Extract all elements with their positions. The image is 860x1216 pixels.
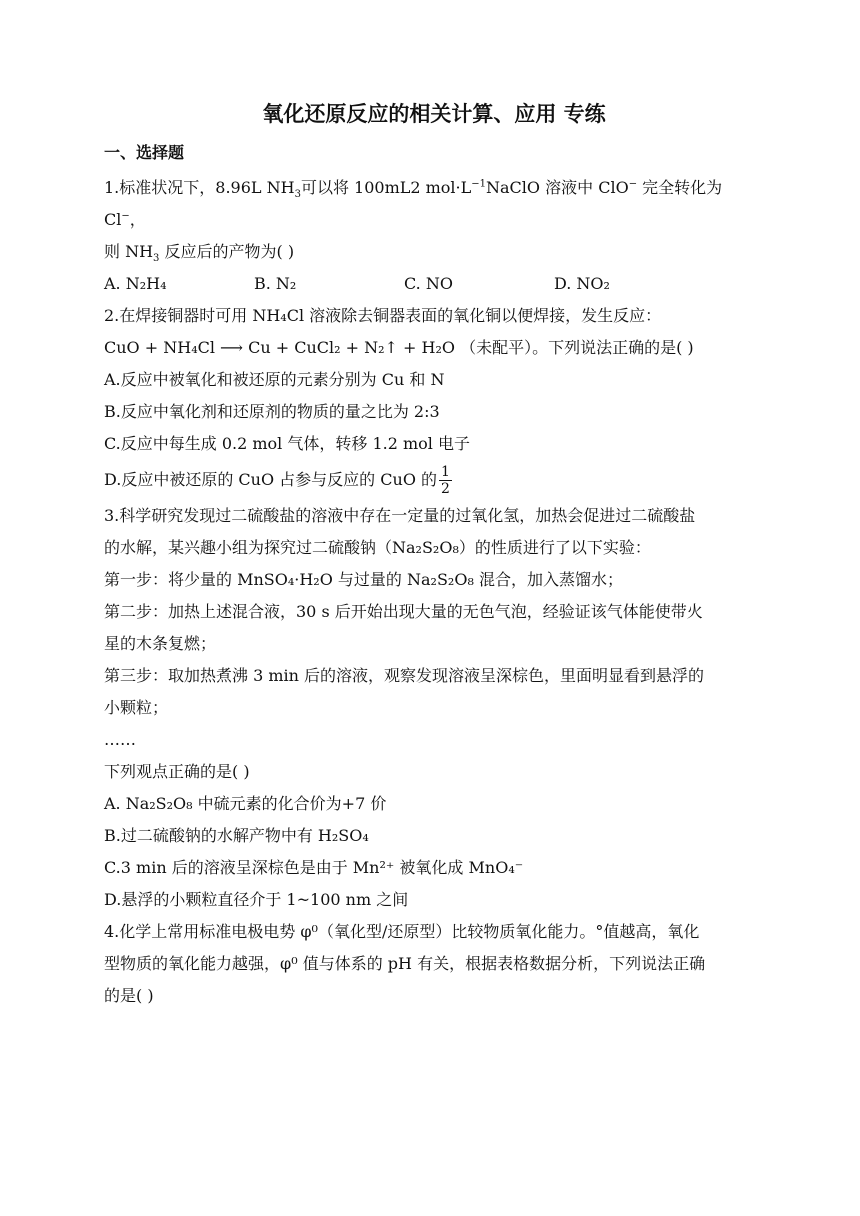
option-d: D.悬浮的小颗粒直径介于 1~100 nm 之间 [104, 890, 409, 909]
question-3-stem-line-1: 3.科学研究发现过二硫酸盐的溶液中存在一定量的过氧化氢，加热会促进过二硫酸盐 [104, 506, 696, 525]
option-b: B.反应中氧化剂和还原剂的物质的量之比为 2:3 [104, 402, 440, 421]
question-4-stem-line-3: 的是( ) [104, 986, 154, 1005]
question-3-ask: 下列观点正确的是( ) [104, 762, 250, 781]
question-1 [104, 172, 764, 300]
section-heading: 一、选择题 [104, 143, 185, 162]
option-d: D.反应中被还原的 CuO 占参与反应的 CuO 的 $\frac{1}{2}$ [104, 464, 450, 497]
option-b: B. N₂ [254, 274, 297, 293]
question-2-stem-line-1: 2.在焊接铜器时可用 NH₄Cl 溶液除去铜器表面的氧化铜以便焊接，发生反应： [104, 306, 662, 325]
option-c: C.反应中每生成 0.2 mol 气体，转移 1.2 mol 电子 [104, 434, 471, 453]
option-a: A.反应中被氧化和被还原的元素分别为 Cu 和 N [104, 370, 445, 389]
option-a: A. Na₂S₂O₈ 中硫元素的化合价为+7 价 [104, 794, 387, 813]
question-4-stem-line-2: 型物质的氧化能力越强，φ⁰ 值与体系的 pH 有关，根据表格数据分析，下列说法正确 [104, 954, 706, 973]
option-d: D. NO₂ [554, 274, 610, 293]
step-3-line-1: 第三步：取加热煮沸 3 min 后的溶液，观察发现溶液呈深棕色，里面明显看到悬浮的 [104, 666, 705, 685]
option-c: C. NO [404, 274, 453, 293]
step-2-line-2: 星的木条复燃； [104, 634, 217, 653]
question-2-equation: CuO + NH₄Cl ⟶ Cu + CuCl₂ + N₂↑ + H₂O （未配平）。下列说法正确的是( ) [104, 338, 694, 357]
question-2 [104, 300, 764, 500]
option-b: B.过二硫酸钠的水解产物中有 H₂SO₄ [104, 826, 369, 845]
step-2-line-1: 第二步：加热上述混合液，30 s 后开始出现大量的无色气泡，经验证该气体能使带火 [104, 602, 703, 621]
page-title: 氧化还原反应的相关计算、应用 专练 [262, 101, 606, 126]
step-1: 第一步：将少量的 MnSO₄·H₂O 与过量的 Na₂S₂O₈ 混合，加入蒸馏水； [104, 570, 623, 589]
question-4 [104, 916, 764, 1012]
option-a: A. N₂H₄ [104, 274, 167, 293]
question-1-stem-line-1: 1.标准状况下，8.96L $NH_3$可以将 100mL2 $mol\cdot L^{-1}NaClO$ 溶液中 ClO− 完全转化为 Cl−， [104, 178, 723, 229]
document-body [104, 100, 764, 1012]
question-3-stem-line-2: 的水解，某兴趣小组为探究过二硫酸钠（Na₂S₂O₈）的性质进行了以下实验： [104, 538, 651, 557]
question-4-stem-line-1: 4.化学上常用标准电极电势 φ⁰（氧化型/还原型）比较物质氧化能力。°值越高，氧化 [104, 922, 700, 941]
ellipsis: …… [104, 730, 136, 749]
question-3 [104, 500, 764, 916]
option-c: C.3 min 后的溶液呈深棕色是由于 Mn²⁺ 被氧化成 MnO₄⁻ [104, 858, 524, 877]
question-1-stem-line-2: 则 $NH_3$ 反应后的产物为( ) [104, 242, 295, 265]
step-3-line-2: 小颗粒； [104, 698, 169, 717]
fraction-one-half: $\frac{1}{2}$ [441, 464, 450, 497]
question-1-options [104, 268, 764, 300]
